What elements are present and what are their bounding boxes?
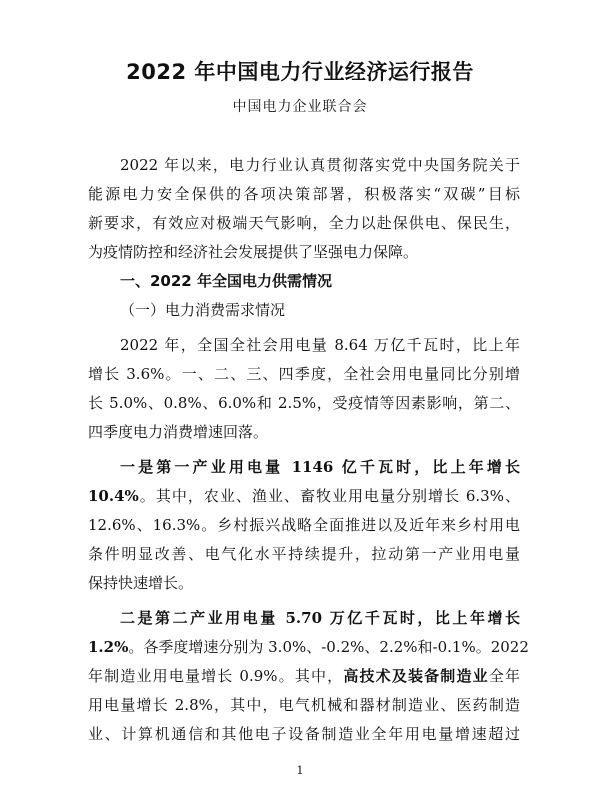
para1-line-4: 四季度电力消费增速回落。 xyxy=(88,423,269,441)
para2-bold-value: 10.4% xyxy=(88,487,139,505)
para2-line-1: 一是第一产业用电量 1146 亿千瓦时，比上年增长 xyxy=(120,458,520,476)
para3-line-5: 业、计算机通信和其他电子设备制造业全年用电量增速超过 xyxy=(88,725,520,743)
para2-line-2-text: 。其中，农业、渔业、畜牧业用电量分别增长 6.3%、 xyxy=(138,487,520,505)
subsection-heading-1: （一）电力消费需求情况 xyxy=(120,301,286,319)
intro-line-2: 能源电力安全保供的各项决策部署，积极落实“双碳”目标 xyxy=(88,185,520,203)
para2-line-2 xyxy=(88,485,520,507)
para3-bold-value: 1.2% xyxy=(88,638,129,656)
para2-line-3: 12.6%、16.3%。乡村振兴战略全面推进以及近年来乡村用电 xyxy=(88,516,520,534)
para1-line-2: 增长 3.6%。一、二、三、四季度，全社会用电量同比分别增 xyxy=(88,365,520,383)
para3-line-3 xyxy=(88,665,520,687)
para3-line-1: 二是第二产业用电量 5.70 万亿千瓦时，比上年增长 xyxy=(120,609,520,627)
para3-line-2 xyxy=(88,636,529,658)
para3-line-3-text-a: 年制造业用电量增长 0.9%。其中， xyxy=(88,667,344,685)
para3-line-3-bold: 高技术及装备制造业 xyxy=(343,667,489,685)
para3-line-3-text-c: 全年 xyxy=(488,667,520,685)
intro-line-1: 2022 年以来，电力行业认真贯彻落实党中央国务院关于 xyxy=(120,156,520,174)
intro-line-3: 新要求，有效应对极端天气影响，全力以赴保供电、保民生， xyxy=(88,214,520,232)
intro-line-4: 为疫情防控和经济社会发展提供了坚强电力保障。 xyxy=(88,243,419,261)
para2-line-4: 条件明显改善、电气化水平持续提升，拉动第一产业用电量 xyxy=(88,545,520,563)
para2-line-5: 保持快速增长。 xyxy=(88,574,194,592)
para1-line-1: 2022 年，全国全社会用电量 8.64 万亿千瓦时，比上年 xyxy=(120,336,520,354)
para3-line-4: 用电量增长 2.8%，其中，电气机械和器材制造业、医药制造 xyxy=(88,696,520,714)
report-author: 中国电力企业联合会 xyxy=(232,99,368,115)
para1-line-3: 长 5.0%、0.8%、6.0%和 2.5%，受疫情等因素影响，第二、 xyxy=(88,394,520,412)
report-title: 2022 年中国电力行业经济运行报告 xyxy=(126,60,474,84)
section-heading-1: 一、2022 年全国电力供需情况 xyxy=(120,272,332,290)
page-number: 1 xyxy=(296,764,304,777)
para3-line-2-text: 。各季度增速分别为 3.0%、-0.2%、2.2%和-0.1%。2022 xyxy=(128,638,529,656)
